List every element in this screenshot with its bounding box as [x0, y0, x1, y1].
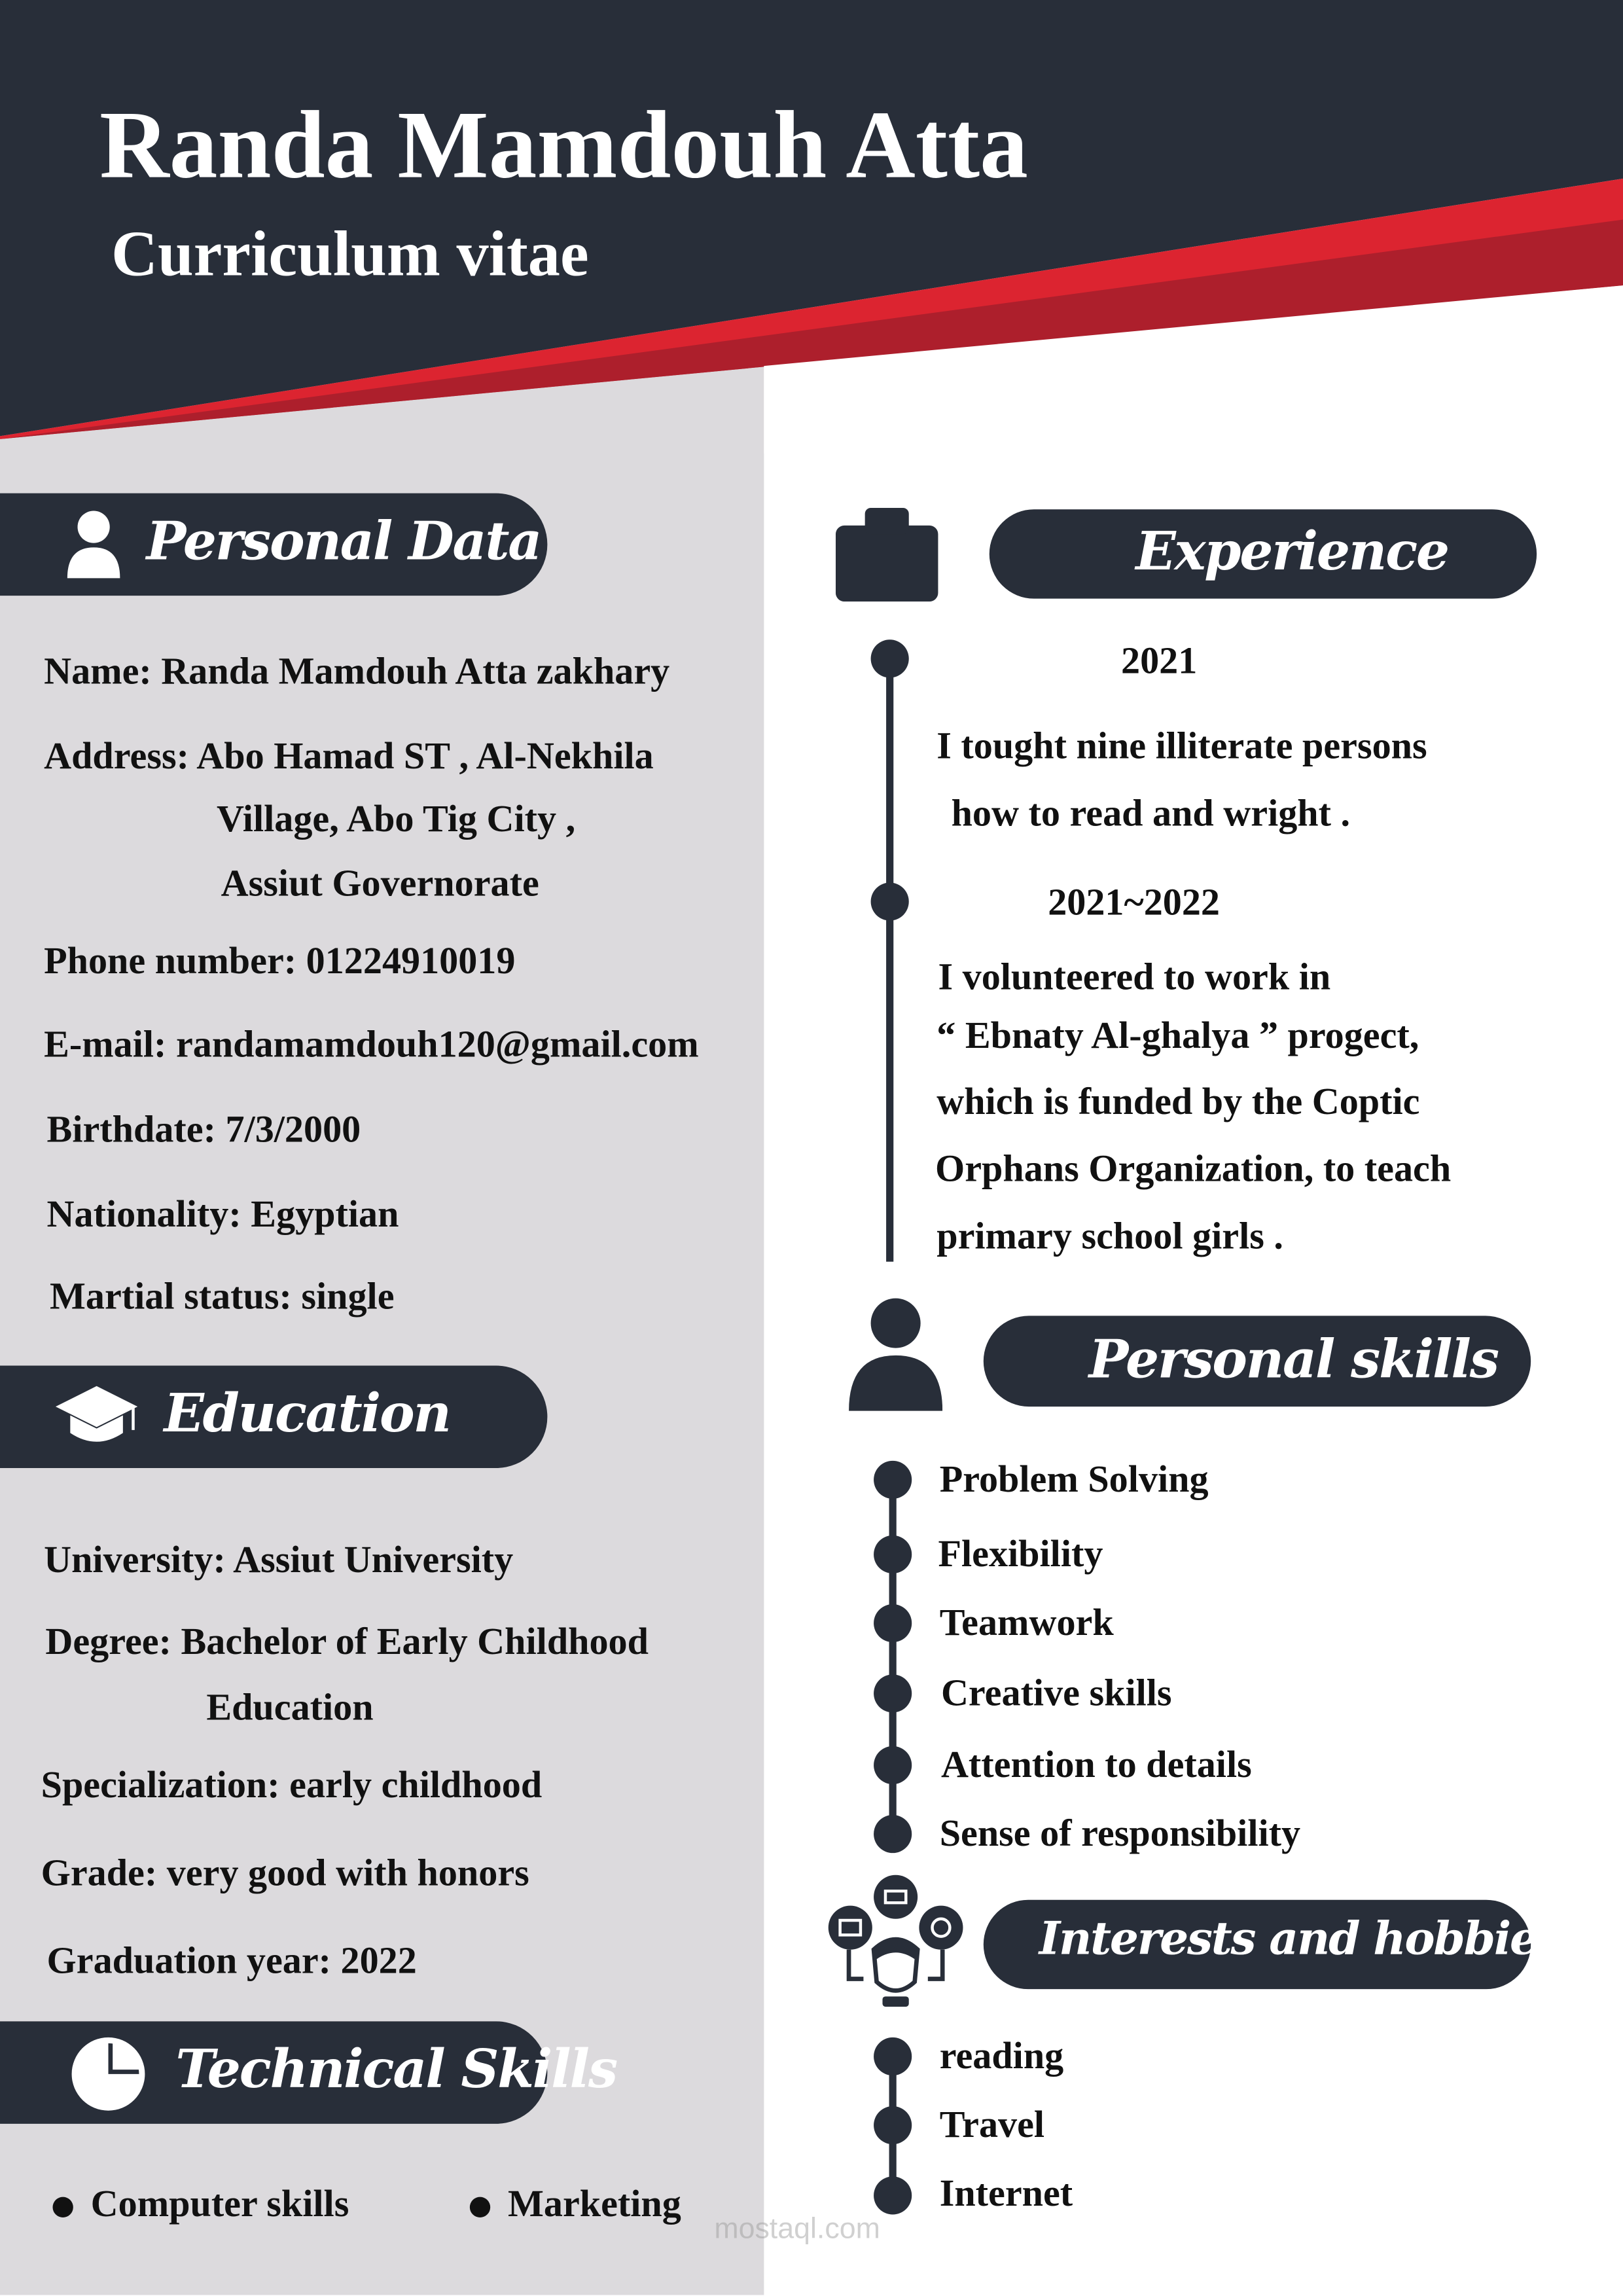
- personal-skills-heading: [984, 1316, 1531, 1407]
- bullet-icon: [53, 2197, 73, 2217]
- pie-chart-icon: [69, 2034, 148, 2113]
- section-title: Personal skills: [1088, 1329, 1498, 1391]
- skill-dot: [874, 1535, 912, 1573]
- skill-item: Sense of responsibility: [939, 1812, 1301, 1855]
- timeline-dot: [871, 639, 909, 677]
- hobby-item: Travel: [939, 2103, 1045, 2146]
- hobby-item: Internet: [939, 2172, 1073, 2215]
- experience-year: 2021~2022: [1048, 881, 1221, 924]
- specialization-field: Specialization: early childhood: [41, 1763, 543, 1806]
- hobby-dot: [874, 2037, 912, 2075]
- skill-dot: [874, 1674, 912, 1712]
- nationality-field: Nationality: Egyptian: [46, 1193, 399, 1236]
- skill-dot: [874, 1815, 912, 1853]
- experience-text: Orphans Organization, to teach: [935, 1147, 1452, 1191]
- hobbies-icon: [827, 1873, 968, 2008]
- skill-item: Teamwork: [939, 1601, 1114, 1644]
- name-field: Name: Randa Mamdouh Atta zakhary: [44, 649, 670, 692]
- address-line-3: Assiut Governorate: [221, 862, 539, 905]
- degree-line-1: Degree: Bachelor of Early Childhood: [45, 1620, 649, 1663]
- skill-dot: [874, 1746, 912, 1784]
- experience-text: how to read and wright .: [951, 791, 1351, 834]
- address-line-2: Village, Abo Tig City ,: [216, 797, 576, 840]
- birthdate-field: Birthdate: 7/3/2000: [46, 1107, 361, 1151]
- skill-item: Creative skills: [940, 1671, 1172, 1714]
- experience-text: I tought nine illiterate persons: [936, 724, 1427, 767]
- personal-data-heading: [0, 493, 547, 596]
- degree-line-2: Education: [206, 1686, 374, 1729]
- section-title: Education: [164, 1383, 450, 1445]
- technical-skill-item: Computer skills: [90, 2182, 349, 2225]
- grade-field: Grade: very good with honors: [41, 1851, 529, 1894]
- bullet-icon: [470, 2197, 490, 2217]
- section-title: Interests and hobbies: [1039, 1912, 1561, 1966]
- hobby-item: reading: [939, 2034, 1064, 2077]
- hobby-dot: [874, 2106, 912, 2144]
- section-title: Experience: [1135, 521, 1448, 583]
- skill-item: Attention to details: [940, 1743, 1252, 1786]
- hobbies-heading: [984, 1900, 1561, 1989]
- phone-field: Phone number: 01224910019: [44, 939, 516, 982]
- address-line-1: Address: Abo Hamad ST , Al-Nekhila: [44, 734, 654, 778]
- hobby-dot: [874, 2176, 912, 2214]
- experience-text: which is funded by the Coptic: [936, 1080, 1420, 1123]
- email-field: E-mail: randamamdouh120@gmail.com: [44, 1023, 699, 1066]
- university-field: University: Assiut University: [44, 1538, 514, 1581]
- skill-dot: [874, 1604, 912, 1642]
- experience-text: “ Ebnaty Al-ghalya ” progect,: [936, 1014, 1419, 1057]
- graduation-cap-icon: [53, 1383, 141, 1450]
- skill-item: Flexibility: [938, 1532, 1103, 1575]
- briefcase-icon: [836, 505, 938, 602]
- skill-dot: [874, 1461, 912, 1499]
- skill-item: Problem Solving: [939, 1458, 1209, 1501]
- experience-year: 2021: [1121, 639, 1198, 683]
- person-icon: [849, 1297, 942, 1410]
- experience-heading: [990, 509, 1537, 598]
- technical-skill-item: Marketing: [507, 2182, 681, 2225]
- section-title: Personal Data: [146, 511, 541, 573]
- education-heading: [0, 1365, 547, 1468]
- cv-name-title: Randa Mamdouh Atta: [99, 92, 1028, 200]
- experience-text: I volunteered to work in: [938, 956, 1331, 999]
- graduation-year-field: Graduation year: 2022: [46, 1939, 417, 1982]
- timeline-dot: [871, 882, 909, 920]
- timeline-line: [886, 658, 893, 1261]
- user-icon: [66, 509, 122, 579]
- experience-text: primary school girls .: [936, 1215, 1283, 1257]
- watermark: mostaql.com: [714, 2213, 880, 2246]
- cv-subtitle: Curriculum vitae: [111, 218, 589, 290]
- section-title: Technical Skills: [175, 2039, 616, 2101]
- marital-status-field: Martial status: single: [50, 1274, 395, 1318]
- technical-skills-heading: [0, 2021, 616, 2124]
